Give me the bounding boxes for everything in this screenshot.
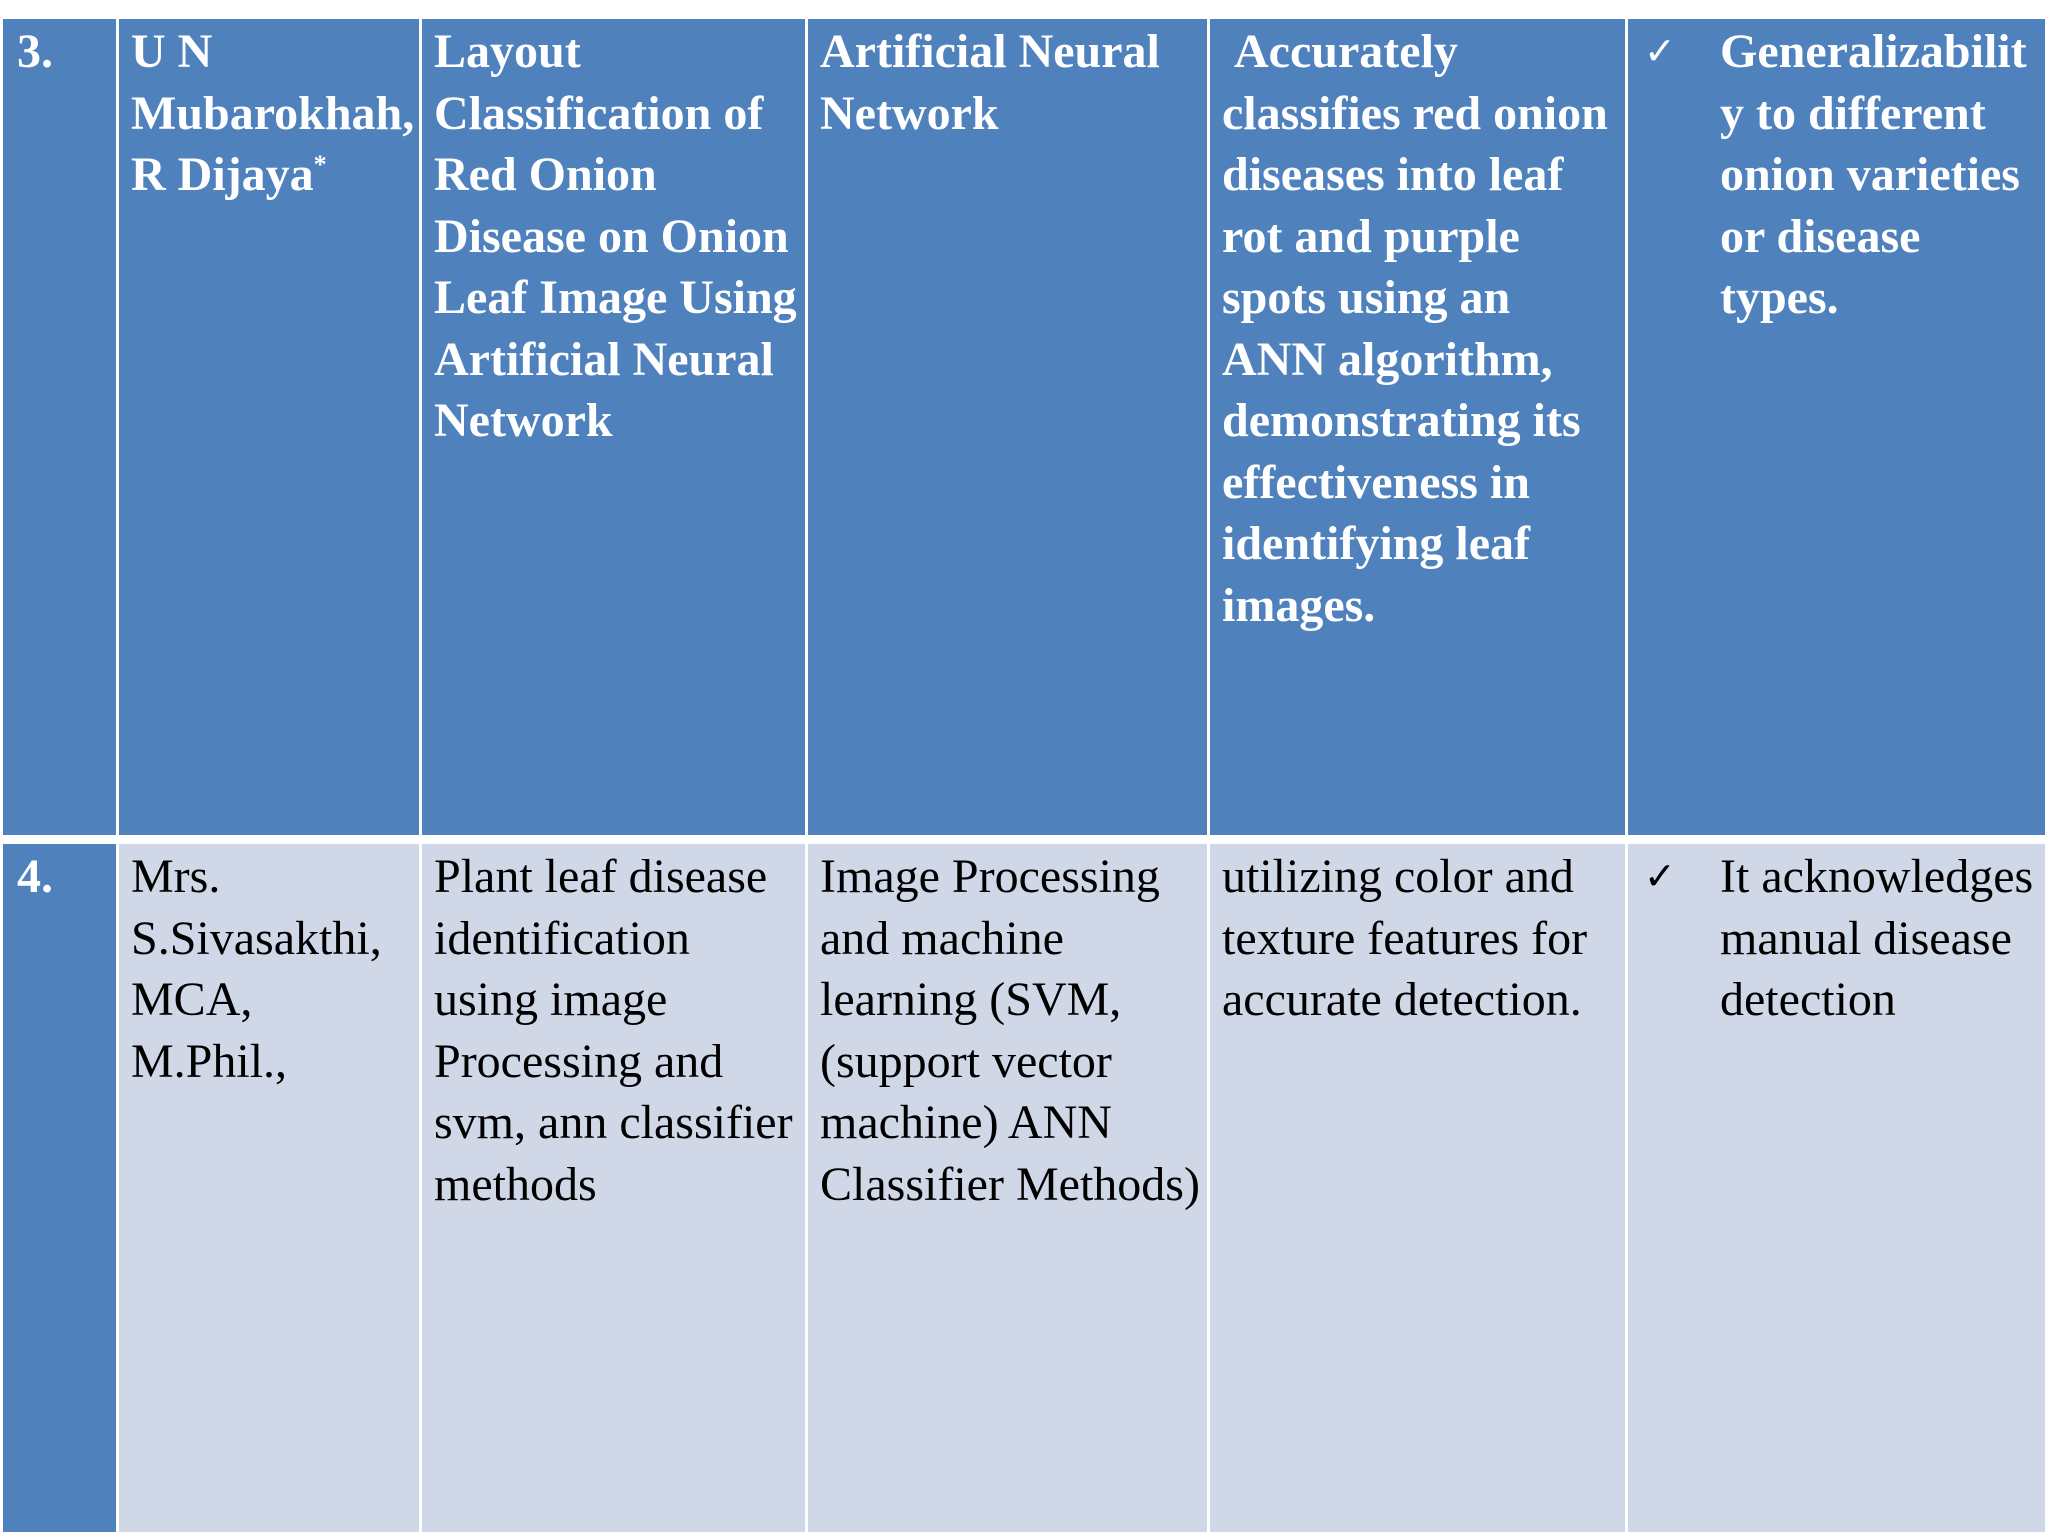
row-number: 3. (3, 19, 116, 835)
title-cell: Layout Classification of Red Onion Disease on Onion Leaf Image Using Artificial Neural Network (422, 19, 805, 835)
table-row (3, 844, 2045, 1532)
findings-cell: Accurately classifies red onion diseases into leaf rot and purple spots using an ANN algorithm, demonstrating its effectiveness in identifying leaf images. (1210, 19, 1625, 835)
checkmark-icon: ✓ (1644, 29, 1676, 73)
authors-cell: U N Mubarokhah, R Dijaya* (119, 19, 419, 835)
checkmark-icon: ✓ (1644, 854, 1676, 898)
findings-cell: utilizing color and texture features for accurate detection. (1210, 844, 1625, 1532)
row-number: 4. (3, 844, 116, 1532)
limitation-item: ✓ Generalizability to different onion varieties or disease types. (1640, 21, 2041, 329)
limitation-cell (1628, 19, 2045, 835)
literature-review-table (0, 19, 2048, 1532)
limitation-cell (1628, 844, 2045, 1532)
author-footnote-mark: * (313, 150, 327, 179)
table-row (3, 19, 2045, 835)
limitation-item: ✓ It acknowledges manual disease detection (1640, 846, 2041, 1031)
method-cell: Artificial Neural Network (808, 19, 1207, 835)
method-cell: Image Processing and machine learning (SVM,(support vector machine) ANN Classifier Methods) (808, 844, 1207, 1532)
authors-cell: Mrs. S.Sivasakthi, MCA, M.Phil., (119, 844, 419, 1532)
title-cell: Plant leaf disease identification using image Processing and svm, ann classifier methods (422, 844, 805, 1532)
